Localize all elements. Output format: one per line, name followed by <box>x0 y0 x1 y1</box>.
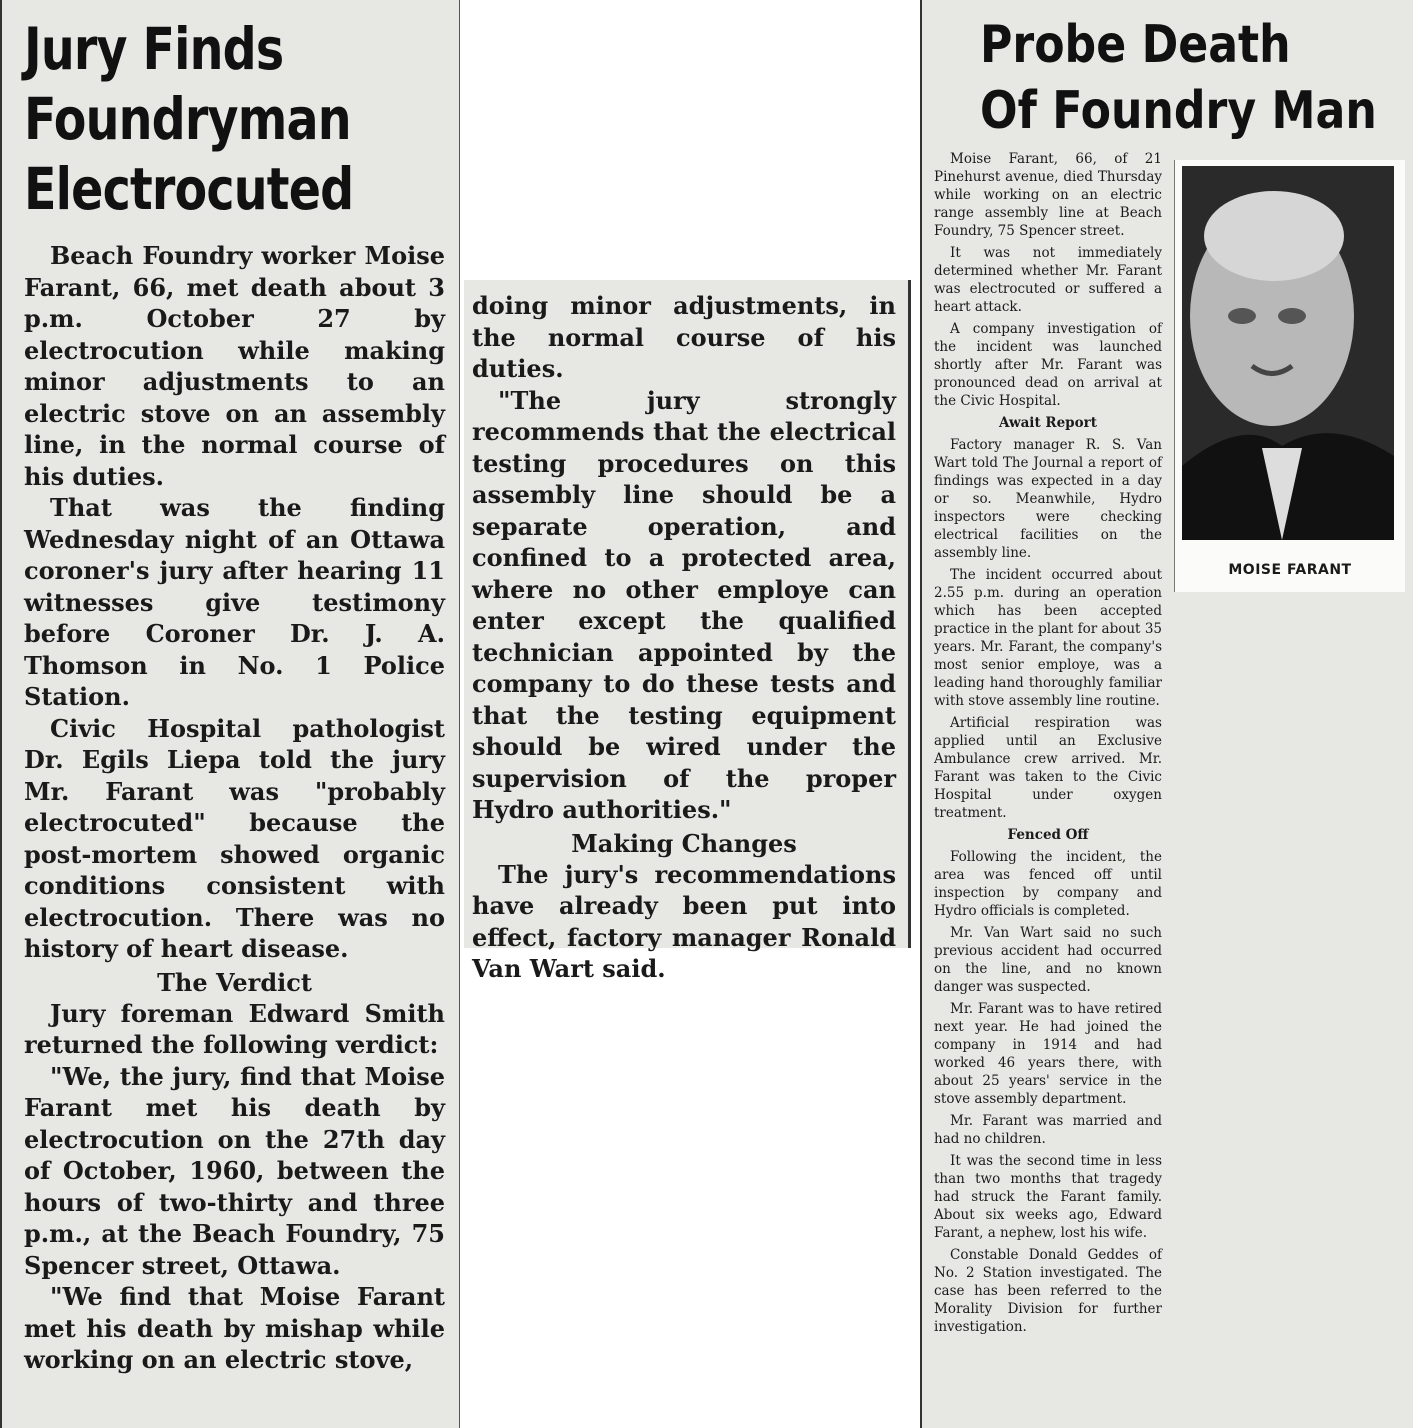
right-paragraph: Moise Farant, 66, of 21 Pinehurst avenue, died Thursday while working on an electric range assembly line at Beach Foundry, 75 Spencer street. <box>934 151 1162 239</box>
left-paragraph: "We find that Moise Farant met his death by mishap while working on an electric stove, <box>24 1282 445 1374</box>
right-article-body <box>934 150 1162 1336</box>
left-headline <box>24 14 434 224</box>
left-headline-line-1: Jury Finds <box>24 15 284 83</box>
right-paragraph: Mr. Farant was married and had no children. <box>934 1113 1162 1147</box>
left-headline-line-2: Foundryman <box>24 85 351 153</box>
right-subhead-fenced-off: Fenced Off <box>1007 827 1089 843</box>
left-paragraph: Civic Hospital pathologist Dr. Egils Liepa told the jury Mr. Farant was "probably electrocuted" because the post-mortem showed organic conditions consistent with electrocution. There was no history of heart disease. <box>24 713 445 963</box>
right-paragraph: The incident occurred about 2.55 p.m. during an operation which has been accepted practice in the plant for about 35 years. Mr. Farant, the company's most senior employe, was a leading hand thoroughly familiar with stove assembly line routine. <box>934 567 1162 709</box>
clipping-middle <box>464 280 911 983</box>
right-paragraph: It was the second time in less than two months that tragedy had struck the Farant family. About six weeks ago, Edward Farant, a nephew, lost his wife. <box>934 1153 1162 1241</box>
clipping-left <box>0 0 460 1428</box>
right-paragraph: It was not immediately determined whether Mr. Farant was electrocuted or suffered a heart attack. <box>934 245 1162 315</box>
right-paragraph: Artificial respiration was applied until an Exclusive Ambulance crew arrived. Mr. Farant was taken to the Civic Hospital under oxygen treatment. <box>934 715 1162 821</box>
right-paragraph: Mr. Farant was to have retired next year. He had joined the company in 1914 and had worked 46 years there, with about 25 years' service in the stove assembly department. <box>934 1001 1162 1107</box>
left-article-body <box>24 240 445 1376</box>
right-paragraph: Mr. Van Wart said no such previous accident had occurred on the line, and no known danger was suspected. <box>934 925 1162 995</box>
left-paragraph: That was the finding Wednesday night of an Ottawa coroner's jury after hearing 11 witnesses give testimony before Coroner Dr. J. A. Thomson in No. 1 Police Station. <box>24 493 445 711</box>
right-paragraph: Factory manager R. S. Van Wart told The Journal a report of findings was expected in a day or so. Meanwhile, Hydro inspectors were checking electrical facilities on the assembly line. <box>934 437 1162 561</box>
middle-paragraph: The jury's recommendations have already been put into effect, factory manager Ronald Van Wart said. <box>472 859 896 983</box>
left-paragraph: Beach Foundry worker Moise Farant, 66, met death about 3 p.m. October 27 by electrocution while making minor adjustments to an electric stove on an assembly line, in the normal course of his duties. <box>24 241 445 491</box>
middle-article-body <box>472 290 896 985</box>
left-paragraph: Jury foreman Edward Smith returned the following verdict: <box>24 998 445 1059</box>
clipping-right <box>920 0 1413 1428</box>
middle-paragraph: "The jury strongly recommends that the electrical testing procedures on this assembly line should be a separate operation, and confined to a protected area, where no other employe can enter except the qualified technician appointed by the company to do these tests and that the testing equipment should be wired under the supervision of the proper Hydro authorities." <box>472 385 896 824</box>
left-paragraph: "We, the jury, find that Moise Farant met his death by electrocution on the 27th day of October, 1960, between the hours of two-thirty and three p.m., at the Beach Foundry, 75 Spencer street, Ottawa. <box>24 1061 445 1280</box>
portrait-photo <box>1182 166 1394 540</box>
right-paragraph: Constable Donald Geddes of No. 2 Station investigated. The case has been referred to the Morality Division for further investigation. <box>934 1247 1162 1335</box>
right-paragraph: A company investigation of the incident was launched shortly after Mr. Farant was pronounced dead on arrival at the Civic Hospital. <box>934 321 1162 409</box>
right-headline-line-1: Probe Death <box>980 15 1291 75</box>
right-headline-line-2: Of Foundry Man <box>980 81 1377 141</box>
photo-caption: MOISE FARANT <box>1228 562 1352 578</box>
middle-paragraph: doing minor adjustments, in the normal course of his duties. <box>472 291 896 383</box>
right-paragraph: Following the incident, the area was fenced off until inspection by company and Hydro officials is completed. <box>934 849 1162 919</box>
left-subhead-verdict: The Verdict <box>157 967 312 997</box>
right-subhead-await-report: Await Report <box>999 415 1097 431</box>
right-headline <box>980 12 1405 144</box>
middle-subhead-making-changes: Making Changes <box>571 828 797 858</box>
left-headline-line-3: Electrocuted <box>24 155 354 223</box>
photo-box <box>1174 160 1405 592</box>
